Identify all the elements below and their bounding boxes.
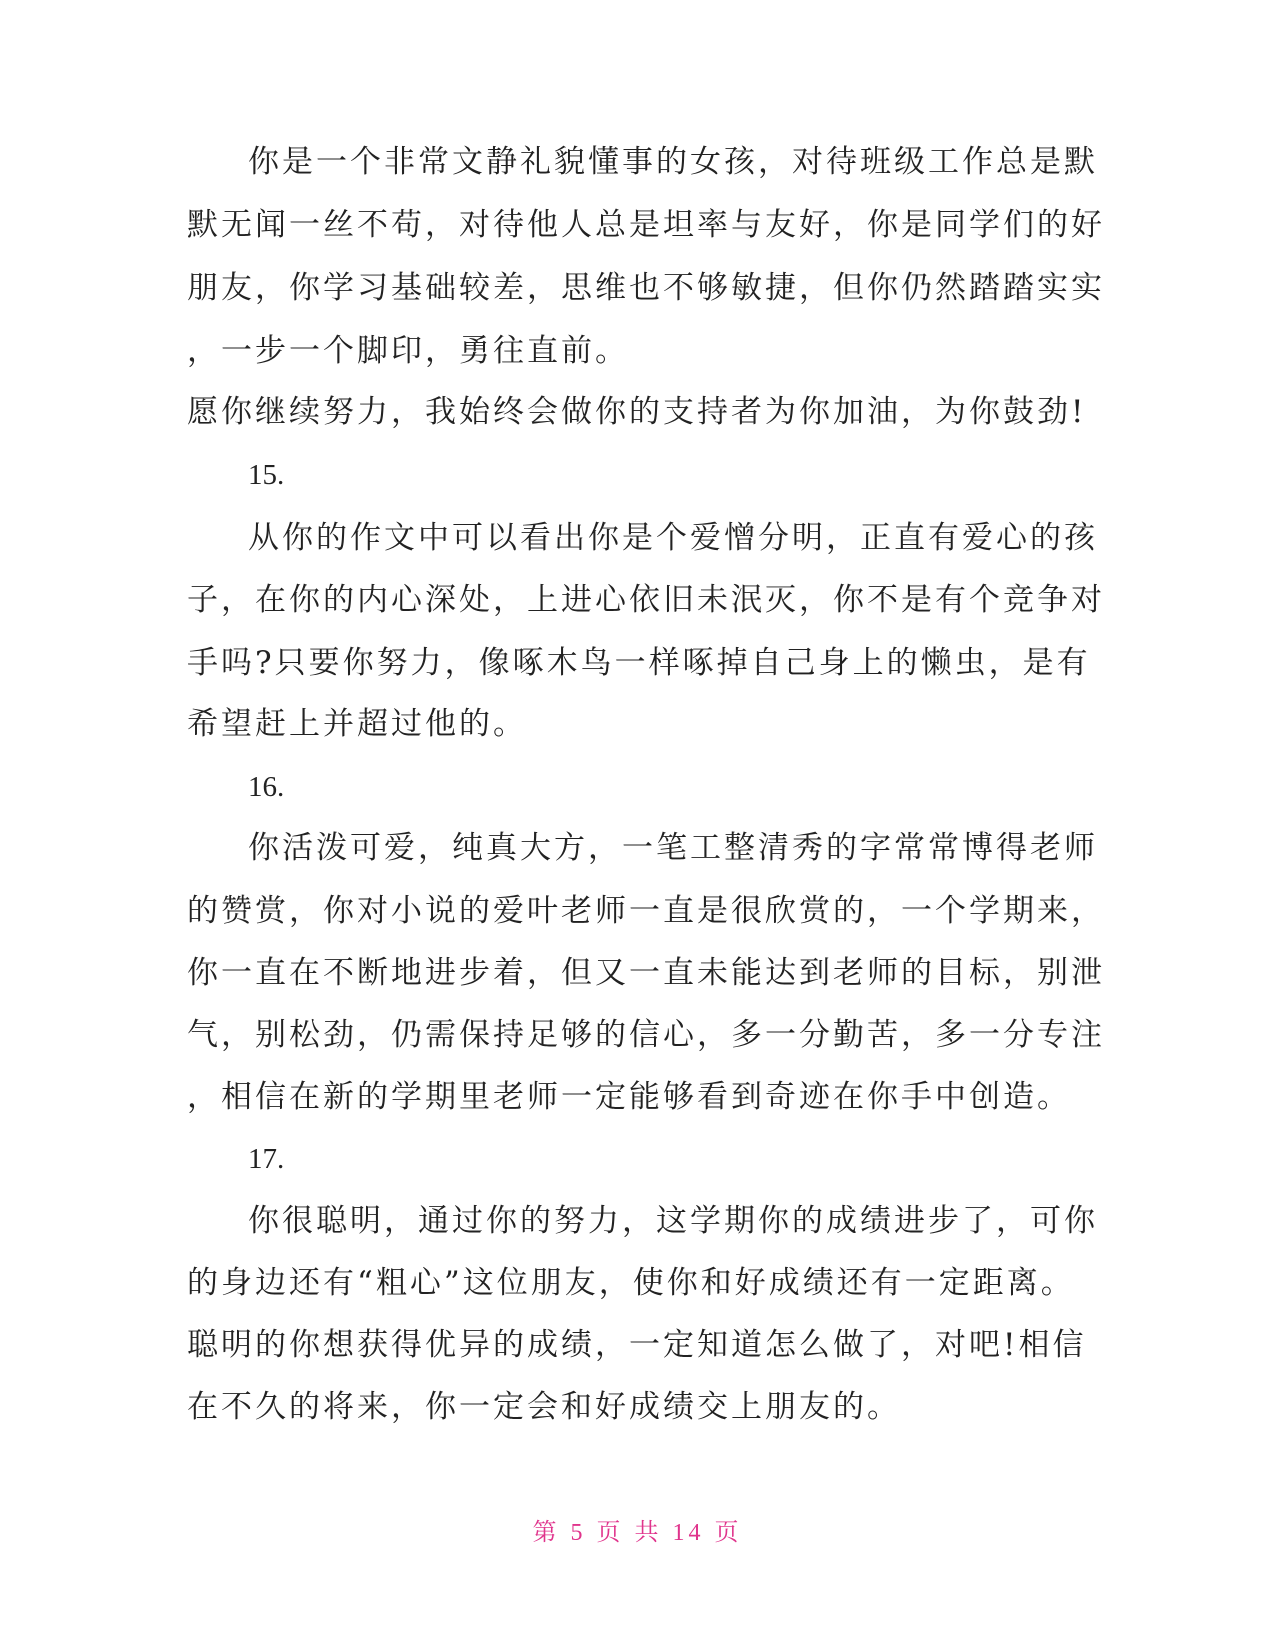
text-line: ，相信在新的学期里老师一定能够看到奇迹在你手中创造。 [187, 1079, 1071, 1115]
text-line: 气，别松劲，仍需保持足够的信心，多一分勤苦，多一分专注 [187, 1017, 1105, 1053]
text-line: 希望赶上并超过他的。 [187, 706, 527, 742]
entry-number: 15. [248, 459, 285, 491]
text-line: 的赞赏，你对小说的爱叶老师一直是很欣赏的，一个学期来， [187, 893, 1105, 929]
text-line: 你活泼可爱，纯真大方，一笔工整清秀的字常常博得老师 [248, 830, 1098, 866]
text-line: 从你的作文中可以看出你是个爱憎分明，正直有爱心的孩 [248, 520, 1098, 556]
entry-number: 17. [248, 1143, 285, 1175]
text-line: 的身边还有“粗心”这位朋友，使你和好成绩还有一定距离。 [187, 1265, 1075, 1301]
text-line: 子，在你的内心深处，上进心依旧未泯灭，你不是有个竞争对 [187, 582, 1105, 618]
text-line: 你是一个非常文静礼貌懂事的女孩，对待班级工作总是默 [248, 144, 1098, 180]
text-line: 聪明的你想获得优异的成绩，一定知道怎么做了，对吧!相信 [187, 1327, 1087, 1363]
text-line: 默无闻一丝不苟，对待他人总是坦率与友好，你是同学们的好 [187, 207, 1105, 243]
text-line: 手吗?只要你努力，像啄木鸟一样啄掉自己身上的懒虫，是有 [187, 645, 1091, 681]
text-line: ，一步一个脚印，勇往直前。 [187, 333, 629, 369]
page-number-footer: 第 5 页 共 14 页 [532, 1520, 743, 1546]
text-line: 愿你继续努力，我始终会做你的支持者为你加油，为你鼓劲! [187, 394, 1087, 430]
entry-number: 16. [248, 771, 285, 803]
text-line: 朋友，你学习基础较差，思维也不够敏捷，但你仍然踏踏实实 [187, 270, 1105, 306]
text-line: 你很聪明，通过你的努力，这学期你的成绩进步了，可你 [248, 1203, 1098, 1239]
text-line: 你一直在不断地进步着，但又一直未能达到老师的目标，别泄 [187, 955, 1105, 991]
text-line: 在不久的将来，你一定会和好成绩交上朋友的。 [187, 1389, 901, 1425]
